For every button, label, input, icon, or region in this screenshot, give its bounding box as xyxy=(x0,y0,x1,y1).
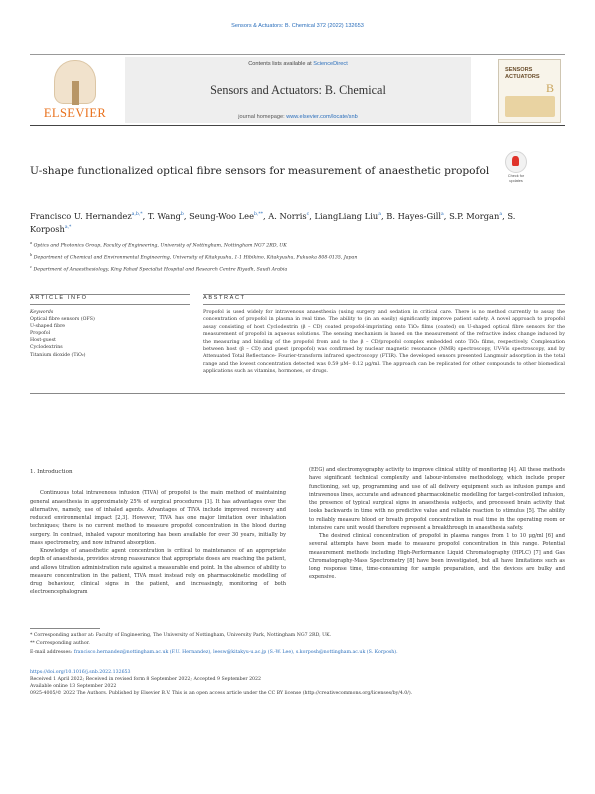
elsevier-logo[interactable] xyxy=(34,58,116,123)
running-header[interactable]: Sensors & Actuators: B. Chemical 372 (2022) 132653 xyxy=(231,23,364,29)
sciencedirect-link[interactable]: ScienceDirect xyxy=(313,61,348,67)
journal-info-box xyxy=(125,57,471,123)
author[interactable]: T. Wang$^b$ xyxy=(147,210,184,221)
homepage-prefix: journal homepage: xyxy=(238,114,287,120)
journal-header xyxy=(30,54,565,126)
author[interactable]: Francisco U. Hernandez$^{a,b,*}$ xyxy=(30,210,143,221)
footnote: E-mail addresses: francisco.hernandez@nottingham.ac.uk (F.U. Hernandez), leesw@kitakyu-u.ac.jp (S.-W. Lee), s.korposh@nottingham.ac.uk (S. Korposh). xyxy=(30,649,398,655)
footnote: * Corresponding author at: Faculty of Engineering, The University of Nottingham, University Park, Nottingham NG7 2RD, UK. xyxy=(30,633,332,638)
author[interactable]: Seung-Woo Lee$^{b,**}$ xyxy=(189,210,263,221)
keyword: Cyclodextrins xyxy=(30,345,63,351)
author[interactable]: A. Norris$^c$ xyxy=(268,210,310,221)
cover-section-letter: B xyxy=(545,81,554,95)
body-paragraph: (EEG) and electromyography activity to improve clinical utility of monitoring [4]. All these methods have significant technical complexity and labour-intensive methodology, which include proper functioning, set up, programming and use of all delivery equipment such as infusion pumps and intravenous lines, accurate and advanced pharmacokinetic modelling for target-controlled infusion, the presence of typical surgical signs in anaesthesia subjects, and processed brain activity that looks backwards in time with no predictive value and reliable reaction to stimulus [5]. The ability to reliably measure blood or breath propofol concentration in real time in the operating room or intensive care unit would therefore represent a breakthrough in anaesthesia safety. xyxy=(309,467,565,531)
abstract-heading: ABSTRACT xyxy=(203,295,246,301)
check-for-updates-button[interactable] xyxy=(503,151,529,187)
received-dates: Received 1 April 2022; Received in revised form 8 September 2022; Accepted 9 September 2022 xyxy=(30,676,262,682)
author-list: Francisco U. Hernandez$^{a,b,*}$, T. Wang$^b$, Seung-Woo Lee$^{b,**}$, A. Norris$^c$, LiangLiang Liu$^a$, B. Hayes-Gill$^a$, S.P. Morgan$^a$, S. Korposh$^{a,*}$ xyxy=(30,210,516,235)
keyword: Optical fibre sensors (OFS) xyxy=(30,317,95,323)
intro-left-column xyxy=(30,468,286,597)
license-line: 0925-4005/© 2022 The Authors. Published by Elsevier B.V. This is an open access article under the CC BY license (http://creativecommons.org/licenses/by/4.0/). xyxy=(30,690,413,696)
keyword: Host-guest xyxy=(30,338,56,344)
section-heading-introduction: 1. Introduction xyxy=(30,469,73,475)
affiliation: $^a$ Optics and Photonics Group, Faculty of Engineering, University of Nottingham, Nottingham NG7 2RD, UK xyxy=(30,241,287,249)
available-online: Available online 13 September 2022 xyxy=(30,683,117,689)
divider xyxy=(30,393,565,394)
keyword: Propofol xyxy=(30,331,51,337)
journal-homepage xyxy=(125,114,471,120)
elsevier-wordmark: ELSEVIER xyxy=(43,106,107,120)
divider xyxy=(203,304,565,305)
footnotes xyxy=(30,632,570,657)
elsevier-tree-icon xyxy=(54,60,96,104)
check-updates-icon xyxy=(505,151,527,173)
affiliation: $^c$ Department of Anaesthesiology, King Fahad Specialist Hospital and Research Centre Riyadh, Saudi Arabia xyxy=(30,265,288,273)
contents-line xyxy=(125,61,471,67)
body-paragraph: Knowledge of anaesthetic agent concentration is critical to maintenance of an appropriate depth of anaesthesia, provides strong reassurance that appropriate doses are reaching the patient, and allows titration administration rate against a measurable end point. In the absence of ability to measure concentration in the patient, TIVA must instead rely on pharmacokinetic modelling of drug behaviour, clinical signs in the patient, and increasingly, monitoring of both electroencephalogram xyxy=(30,548,286,596)
cover-title-line2: ACTUATORS xyxy=(505,74,540,80)
body-paragraph: Continuous total intravenous infusion (TIVA) of propofol is the main method of maintaining general anaesthesia in approximately 25% of surgical procedures [1]. It has advantages over the alternative, namely, use of inhaled agents. Advantages of TIVA include improved recovery and reduced environmental impact [2,3]. However, TIVA has one major limitation over inhalation techniques; there is no current method to measure propofol concentration in the blood during surgery. In contrast, inhaled vapour monitoring has been available for over 30 years, initially by mass spectrometry, and now infrared absorption. xyxy=(30,490,286,546)
cover-artwork xyxy=(505,96,555,117)
email-links[interactable]: francisco.hernandez@nottingham.ac.uk (F.U. Hernandez), leesw@kitakyu-u.ac.jp (S.-W. Lee), s.korposh@nottingham.ac.uk (S. Korposh). xyxy=(73,649,398,655)
journal-cover-thumbnail[interactable] xyxy=(498,59,561,123)
contents-prefix: Contents lists available at xyxy=(248,61,314,67)
author[interactable]: B. Hayes-Gill$^a$ xyxy=(386,210,444,221)
keyword: U-shaped fibre xyxy=(30,324,66,330)
abstract-text: Propofol is used widely for intravenous anaesthesia (using surgery and sedation in critical care. There is no method currently to assay the concentration of propofol in plasma in real time. The ability to (in an easily) significantly improve patient safety. A novel approach to propofol assay consisting of host Cyclodextrin (β – CD) coated propofol-imprinting onto TiO₂ films (coated) on U-shaped optical fibre sensors for the measurement of propofol in aqueous solutions. The sensing mechanism is based on the measurement of the refractive index change induced by the measuring and binding of the propofol from and to the β – CD/propofol complex embedded onto TiO₂ films, respectively. Complexation between host (β – CD) and guest (propofol) was confirmed by nuclear magnetic resonance (NMR) spectroscopy, UV-Vis spectroscopy, and by Attenuated Total Reflectance- Fourier-transform infrared spectroscopy (FTIR). The developed sensors presented Langmuir adsorption in the total range and the lowest concentration detected was 0.59 μM– 0.12 μg/ml. The approach can be replicated for other compounds to other biomedical applications such as vitamins, hormones, or drugs. xyxy=(203,309,565,375)
journal-title: Sensors and Actuators: B. Chemical xyxy=(210,83,386,97)
homepage-link[interactable]: www.elsevier.com/locate/snb xyxy=(286,114,358,120)
check-updates-label: Check for updates xyxy=(507,174,525,183)
divider xyxy=(203,294,565,295)
keyword: Titanium dioxide (TiO₂) xyxy=(30,352,86,358)
keywords-label: Keywords xyxy=(30,310,54,315)
divider xyxy=(30,304,190,305)
affiliations xyxy=(30,239,570,275)
author[interactable]: LiangLiang Liu$^a$ xyxy=(314,210,381,221)
keywords-block xyxy=(30,309,190,359)
doi-link[interactable]: https://doi.org/10.1016/j.snb.2022.132653 xyxy=(30,670,131,675)
footnote-divider xyxy=(30,628,100,629)
cover-title-line1: SENSORS xyxy=(505,67,533,73)
author[interactable]: S. Korposh$^{a,*}$ xyxy=(30,210,516,235)
affiliation: $^b$ Department of Chemical and Environmental Engineering, University of Kitakyushu, 1-1 Hibikino, Kitakyushu, Fukuoka 808-0135, Japan xyxy=(30,253,358,261)
author[interactable]: S.P. Morgan$^a$ xyxy=(449,210,503,221)
article-title: U-shape functionalized optical fibre sensors for measurement of anaesthetic propofol xyxy=(30,165,490,177)
footnote: ** Corresponding author. xyxy=(30,641,90,647)
body-paragraph: The desired clinical concentration of propofol in plasma ranges from 1 to 10 μg/ml [6] and several attempts have been made to measure propofol concentration in this range. Potential measurement methods including High-Performance Liquid Chromatography (HPLC) [7] and Gas Chromatography-Mass Spectrometry [8] have been investigated, but all have limitations such as long response time, time-consuming for sample preparation, and the devices are bulky and expensive. xyxy=(309,533,565,581)
article-info-heading: ARTICLE INFO xyxy=(30,295,88,301)
intro-right-column xyxy=(309,466,565,582)
article-metadata xyxy=(30,670,570,698)
